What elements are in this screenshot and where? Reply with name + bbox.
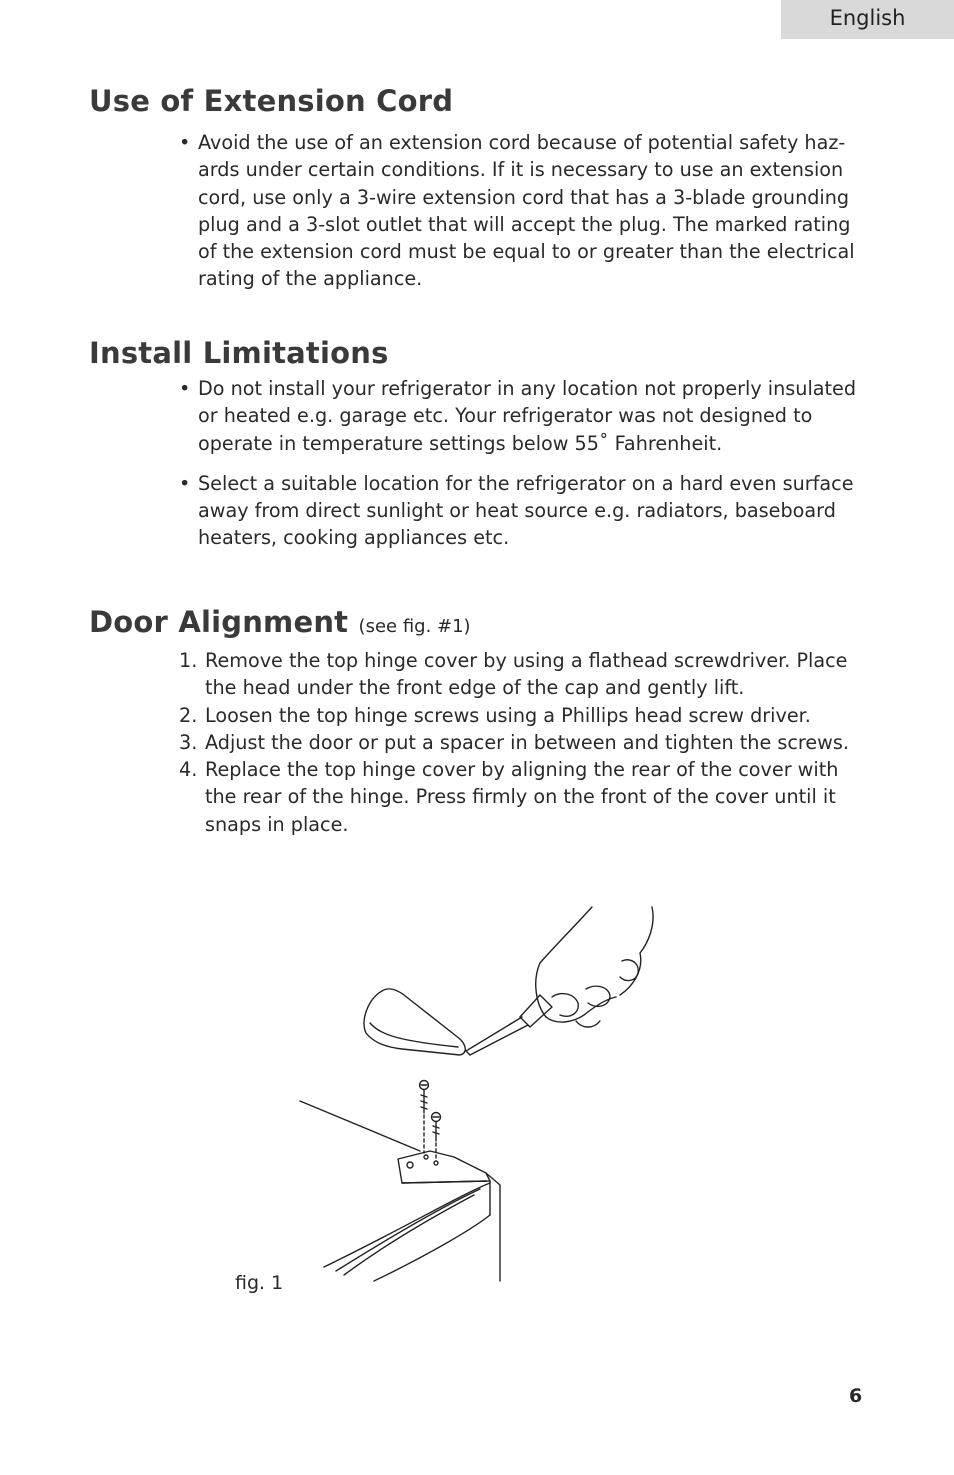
door-alignment-steps — [179, 647, 869, 838]
hand-icon — [536, 907, 653, 1027]
list-item — [179, 647, 869, 702]
language-tab: English — [781, 0, 954, 39]
list-item-text: Loosen the top hinge screws using a Phillips head screw driver. — [205, 703, 811, 727]
page-number: 6 — [849, 1385, 863, 1407]
bullet-marker: • — [179, 131, 191, 154]
figure-reference-note: (see fig. #1) — [358, 616, 471, 637]
list-item-text: Remove the top hinge cover by using a flathead screwdriver. Place the head under the front edge of the cap and gently lift. — [205, 649, 848, 700]
hinge-cover-icon — [364, 989, 465, 1055]
section-title-door-alignment — [89, 605, 471, 639]
list-item — [179, 129, 869, 293]
section-title-install-limitations: Install Limitations — [89, 336, 389, 370]
list-item-text: Adjust the door or put a spacer in between and tighten the screws. — [205, 730, 849, 754]
figure-caption: fig. 1 — [235, 1272, 284, 1294]
step-number: 2. — [179, 703, 198, 727]
step-number: 1. — [179, 649, 198, 672]
bullet-marker: • — [179, 471, 191, 495]
list-item — [179, 702, 869, 729]
install-limitations-content — [179, 375, 869, 552]
door-alignment-title-text: Door Alignment — [89, 605, 349, 639]
list-item — [179, 375, 869, 457]
list-item — [179, 470, 869, 552]
list-item-text: Avoid the use of an extension cord because of potential safety haz-ards under certain conditions. If it is necessary to use an extension cord, use only a 3-wire extension cord that has a 3-blade grounding plug and a 3-slot outlet that will accept the plug. The marked rating of the extension cord must be equal to or greater than the electrical rating of the appliance. — [198, 131, 855, 291]
hinge-cover-screwdriver-illustration — [290, 895, 670, 1295]
bullet-marker: • — [179, 377, 191, 400]
list-item-text: Select a suitable location for the refrigerator on a hard even surface away from direct sunlight or heat source e.g. radiators, baseboard heaters, cooking appliances etc. — [198, 471, 854, 550]
refrigerator-hinge-icon — [300, 1101, 500, 1281]
list-item — [179, 756, 869, 838]
list-item-text: Do not install your refrigerator in any location not properly insulated or heated e.g. garage etc. Your refrigerator was not designed to operate in temperature settings below 55˚ Fahrenheit. — [198, 377, 857, 455]
section-title-extension-cord: Use of Extension Cord — [89, 84, 454, 118]
step-number: 3. — [179, 730, 198, 754]
list-item-text: Replace the top hinge cover by aligning the rear of the cover with the rear of the hinge. Press firmly on the front of the cover until it snaps in place. — [205, 758, 839, 836]
list-item — [179, 729, 869, 756]
screw-icon — [420, 1081, 441, 1162]
extension-cord-content — [179, 129, 869, 293]
step-number: 4. — [179, 758, 198, 782]
